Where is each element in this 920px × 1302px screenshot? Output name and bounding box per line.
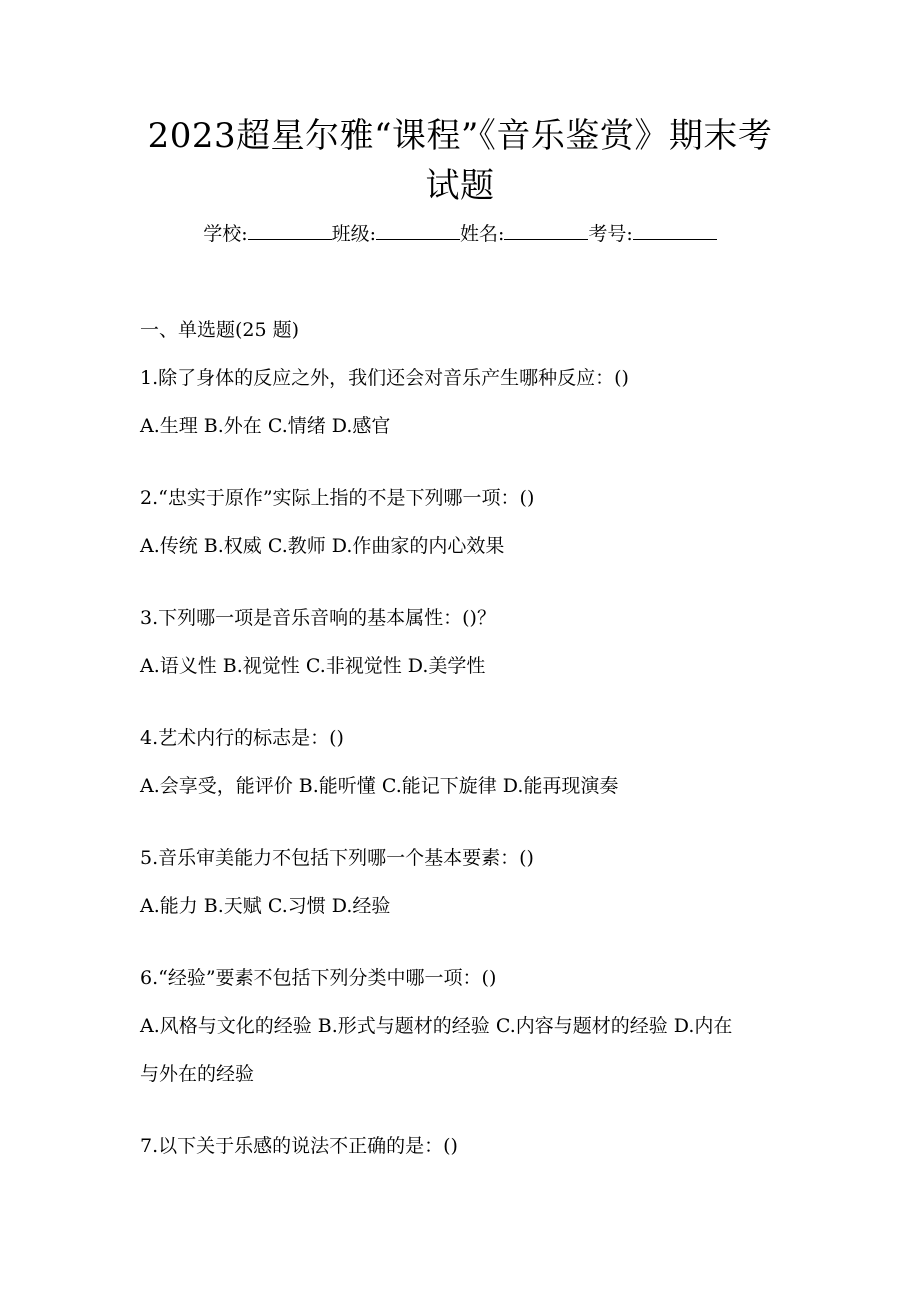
- section-heading: 一、单选题(25 题): [140, 319, 300, 341]
- question-6-options-continued: 与外在的经验: [140, 1063, 255, 1085]
- class-blank: [376, 221, 460, 240]
- name-blank: [504, 221, 588, 240]
- question-3-options: A.语义性 B.视觉性 C.非视觉性 D.美学性: [140, 655, 486, 677]
- question-6-options: A.风格与文化的经验 B.形式与题材的经验 C.内容与题材的经验 D.内在: [140, 1015, 733, 1037]
- question-1-options: A.生理 B.外在 C.情绪 D.感官: [140, 415, 391, 437]
- exam-title-line-2: 试题: [425, 166, 495, 206]
- exam-number-label: 考号:: [588, 223, 633, 245]
- name-label: 姓名:: [460, 223, 505, 245]
- question-4-options: A.会享受，能评价 B.能听懂 C.能记下旋律 D.能再现演奏: [140, 775, 619, 797]
- question-4-stem: 4.艺术内行的标志是：(): [140, 727, 344, 749]
- question-6-stem: 6.“经验”要素不包括下列分类中哪一项：(): [140, 967, 497, 989]
- school-blank: [248, 221, 332, 240]
- question-2-options: A.传统 B.权威 C.教师 D.作曲家的内心效果: [140, 535, 505, 557]
- question-5-options: A.能力 B.天赋 C.习惯 D.经验: [140, 895, 391, 917]
- question-3-stem: 3.下列哪一项是音乐音响的基本属性：()？: [140, 607, 496, 629]
- exam-number-blank: [633, 221, 717, 240]
- question-7-stem: 7.以下关于乐感的说法不正确的是：(): [140, 1135, 458, 1157]
- student-info-fields: [0, 220, 920, 248]
- school-label: 学校:: [203, 223, 248, 245]
- class-label: 班级:: [331, 223, 376, 245]
- question-5-stem: 5.音乐审美能力不包括下列哪一个基本要素：(): [140, 847, 534, 869]
- question-1-stem: 1.除了身体的反应之外，我们还会对音乐产生哪种反应：(): [140, 367, 629, 389]
- exam-title-line-1: 2023超星尔雅“课程”《音乐鉴赏》期末考: [147, 116, 773, 156]
- question-2-stem: 2.“忠实于原作”实际上指的不是下列哪一项：(): [140, 487, 535, 509]
